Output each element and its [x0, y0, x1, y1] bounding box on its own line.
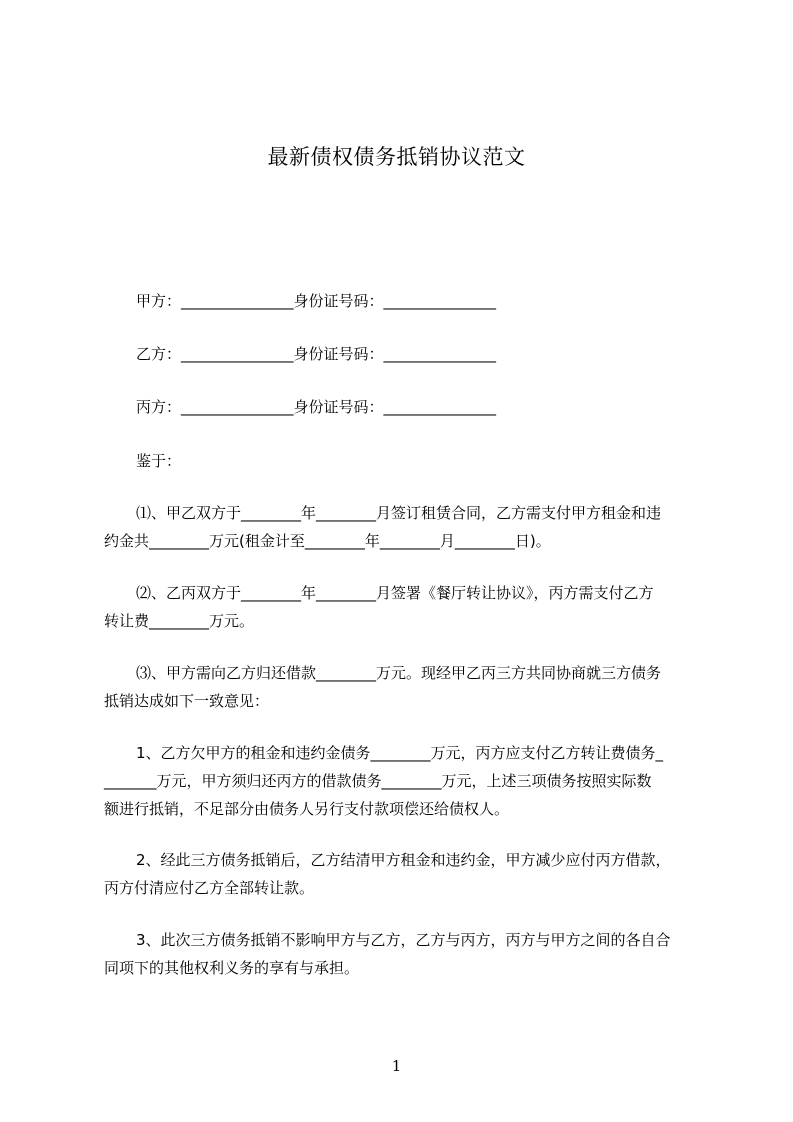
clause-3	[104, 926, 714, 982]
recital-3-line-1: ⑶、甲方需向乙方归还借款________万元。现经甲乙丙三方共同协商就三方债务	[136, 664, 662, 682]
recital-1-line-2: 约金共________万元(租金计至________年________月________日)。	[104, 532, 551, 550]
recital-2-line-1: ⑵、乙丙双方于________年________月签署《餐厅转让协议》，丙方需支付乙方	[136, 584, 654, 602]
clause-2-line-2: 丙方付清应付乙方全部转让款。	[104, 879, 315, 897]
recital-2	[104, 579, 714, 635]
clause-1-line-3: 额进行抵销，不足部分由债务人另行支付款项偿还给债权人。	[104, 800, 510, 818]
document-title: 最新债权债务抵销协议范文	[267, 145, 526, 169]
recital-1	[104, 499, 714, 555]
party-a-line: 甲方：_______________身份证号码：_______________	[136, 292, 497, 310]
clause-1	[104, 739, 714, 823]
recital-1-line-1: ⑴、甲乙双方于________年________月签订租赁合同，乙方需支付甲方租金和违	[136, 504, 662, 522]
recital-3-line-2: 抵销达成如下一致意见：	[104, 692, 270, 710]
recital-3	[104, 659, 714, 715]
clause-3-line-1: 3、此次三方债务抵销不影响甲方与乙方，乙方与丙方，丙方与甲方之间的各自合	[136, 931, 671, 949]
page-number: 1	[391, 1057, 402, 1075]
clause-2	[104, 846, 714, 902]
recital-2-line-2: 转让费________万元。	[104, 612, 255, 630]
party-c-line: 丙方：_______________身份证号码：_______________	[136, 398, 497, 416]
party-b-line: 乙方：_______________身份证号码：_______________	[136, 345, 497, 363]
clause-3-line-2: 同项下的其他权利义务的享有与承担。	[104, 959, 360, 977]
whereas-heading: 鉴于：	[136, 452, 182, 470]
clause-1-line-2: _______万元，甲方须归还丙方的借款债务________万元，上述三项债务按照实际数	[104, 772, 652, 790]
clause-2-line-1: 2、经此三方债务抵销后，乙方结清甲方租金和违约金，甲方减少应付丙方借款，	[136, 851, 671, 869]
clause-1-line-1: 1、乙方欠甲方的租金和违约金债务________万元，丙方应支付乙方转让费债务_	[136, 744, 664, 762]
